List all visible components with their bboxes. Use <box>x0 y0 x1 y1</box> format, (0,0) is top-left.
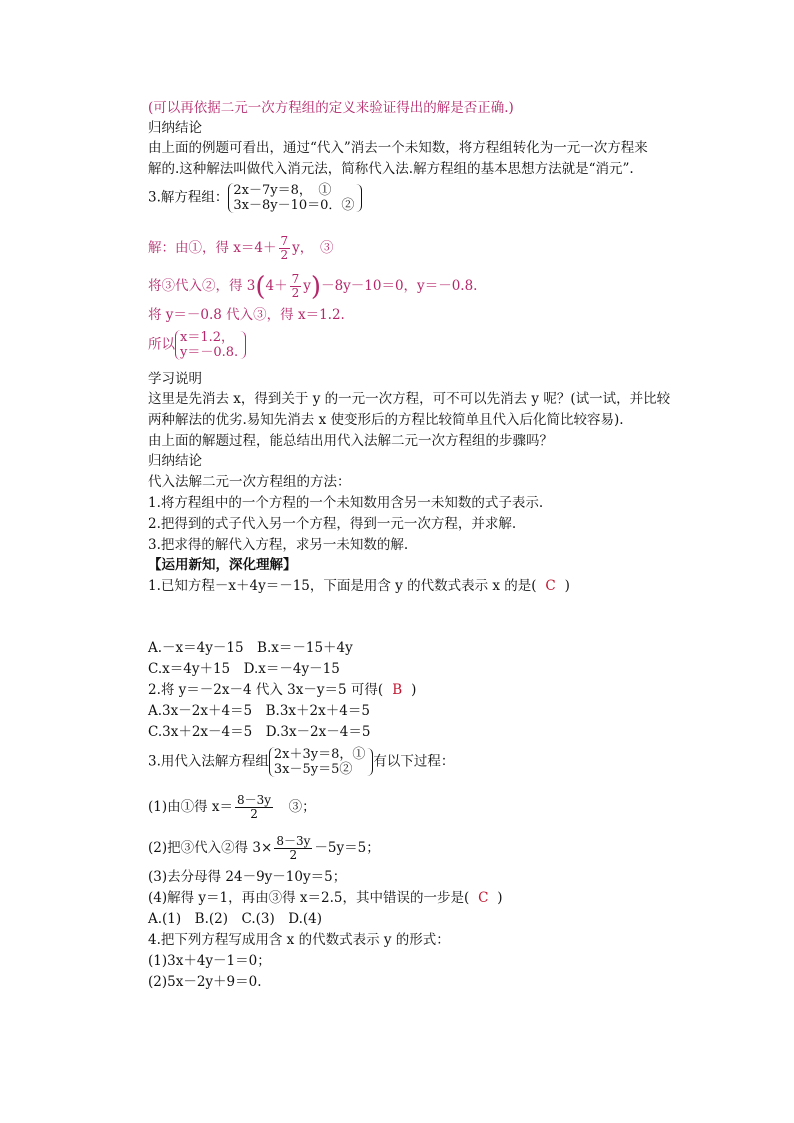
problem-3-system <box>148 183 362 213</box>
step-text: y， ③ <box>292 240 334 256</box>
step-text: 4＋ <box>265 278 288 294</box>
fraction <box>274 835 312 862</box>
question-text: 3.用代入法解方程组 <box>148 753 269 770</box>
step-text: 将③代入②，得 3 <box>148 278 256 294</box>
paragraph-line: 这里是先消去 x，得到关于 y 的一元一次方程，可不可以先消去 y 呢？(试一试，并比较 <box>148 391 671 407</box>
numerator: 7 <box>291 272 300 286</box>
process-step-2 <box>148 835 380 862</box>
numerator: 8－3y <box>276 834 311 848</box>
denominator: 2 <box>250 807 258 821</box>
system-right-brace <box>240 331 246 359</box>
equation-2: 3x－8y－10＝0．② <box>233 198 355 213</box>
step-text: 所以 <box>148 336 175 353</box>
step-text: 解：由①，得 x＝4＋ <box>148 240 277 256</box>
answer: B <box>392 682 403 698</box>
fraction <box>235 794 273 821</box>
fraction <box>279 235 291 262</box>
question-text: (4)解得 y＝1，再由③得 x＝2.5，其中错误的一步是( <box>148 890 470 906</box>
equation-2: 3x－5y＝5② <box>273 762 353 777</box>
equation-1: 2x＋3y＝8，① <box>273 747 366 762</box>
equation-system <box>269 747 366 777</box>
step-text: (1)由①得 x＝ <box>148 799 234 815</box>
question-text: 2.将 y＝－2x－4 代入 3x－y＝5 可得( <box>148 682 384 698</box>
question-1 <box>148 577 570 595</box>
equation-system <box>228 183 354 213</box>
denominator: 2 <box>291 286 300 300</box>
options-line: C.3x＋2x－4＝5 D.3x－2x－4＝5 <box>148 724 371 740</box>
question-4: 4.把下列方程写成用含 x 的代数式表示 y 的形式： <box>148 932 450 948</box>
step-text: y <box>303 278 311 294</box>
sub-question: (2)5x－2y＋9＝0. <box>148 974 262 990</box>
method-step: 1.将方程组中的一个方程的一个未知数用含另一未知数的式子表示. <box>148 495 544 511</box>
process-step-4 <box>148 889 503 907</box>
step-text: －5y＝5； <box>314 840 380 856</box>
section-heading-conclusion: 归纳结论 <box>148 120 202 136</box>
question-text: ) <box>564 578 570 594</box>
process-step-3: (3)去分母得 24－9y－10y＝5； <box>148 869 347 885</box>
solution-step-3: 将 y＝－0.8 代入③，得 x＝1.2. <box>148 307 345 323</box>
numerator: 7 <box>280 234 289 248</box>
method-step: 3.把求得的解代入方程，求另一未知数的解. <box>148 537 409 553</box>
system-right-brace <box>356 184 362 212</box>
step-text: (2)把③代入②得 3× <box>148 840 273 856</box>
paragraph-line: 解的.这种解法叫做代入消元法，简称代入法.解方程组的基本思想方法就是“消元”. <box>148 161 634 177</box>
solution-result <box>148 330 246 360</box>
equation-1: 2x－7y＝8， ① <box>233 183 332 198</box>
options-line: A.(1) B.(2) C.(3) D.(4) <box>148 911 323 927</box>
result-y: y＝－0.8. <box>180 345 239 360</box>
question-text: 1.已知方程－x＋4y＝－15，下面是用含 y 的代数式表示 x 的是( <box>148 578 537 594</box>
question-text: 有以下过程： <box>373 753 455 770</box>
denominator: 2 <box>280 248 289 262</box>
step-text: －8y－10＝0，y＝－0.8. <box>321 278 478 294</box>
paragraph-line: 由上面的解题过程，能总结出用代入法解二元一次方程组的步骤吗？ <box>148 433 553 449</box>
sub-question: (1)3x＋4y－1＝0； <box>148 953 271 969</box>
question-2 <box>148 681 416 699</box>
paragraph-line: 代入法解二元一次方程组的方法： <box>148 474 351 490</box>
paragraph-line: 由上面的例题可看出，通过“代入”消去一个未知数，将方程组转化为一元一次方程来 <box>148 140 648 156</box>
section-heading-conclusion: 归纳结论 <box>148 453 202 469</box>
paragraph-line: 两种解法的优劣.易知先消去 x 使变形后的方程比较简单且代入后化简比较容易). <box>148 412 624 428</box>
answer: C <box>478 890 489 906</box>
left-paren: ( <box>255 271 266 302</box>
solution-step-1 <box>148 235 334 262</box>
step-text: ③； <box>275 799 316 815</box>
numerator: 8－3y <box>237 793 272 807</box>
verification-note: (可以再依据二元一次方程组的定义来验证得出的解是否正确.) <box>148 100 514 116</box>
question-3 <box>148 747 454 777</box>
process-step-1 <box>148 794 316 821</box>
options-line: C.x＝4y＋15 D.x＝－4y－15 <box>148 661 340 677</box>
denominator: 2 <box>289 848 298 862</box>
solution-step-2 <box>148 273 477 300</box>
options-line: A.3x－2x＋4＝5 B.3x＋2x＋4＝5 <box>148 703 370 719</box>
options-line: A.－x＝4y－15 B.x＝－15＋4y <box>148 640 353 656</box>
result-x: x＝1.2， <box>180 330 235 345</box>
question-text: ) <box>497 890 503 906</box>
result-system <box>175 330 238 360</box>
question-text: ) <box>411 682 417 698</box>
fraction <box>290 273 302 300</box>
method-step: 2.把得到的式子代入另一个方程，得到一元一次方程，并求解. <box>148 516 517 532</box>
answer: C <box>545 578 556 594</box>
right-paren: ) <box>310 271 322 302</box>
section-heading-study-note: 学习说明 <box>148 371 202 387</box>
section-heading-practice: 【运用新知，深化理解】 <box>148 557 297 573</box>
problem-label: 3.解方程组： <box>148 189 229 206</box>
